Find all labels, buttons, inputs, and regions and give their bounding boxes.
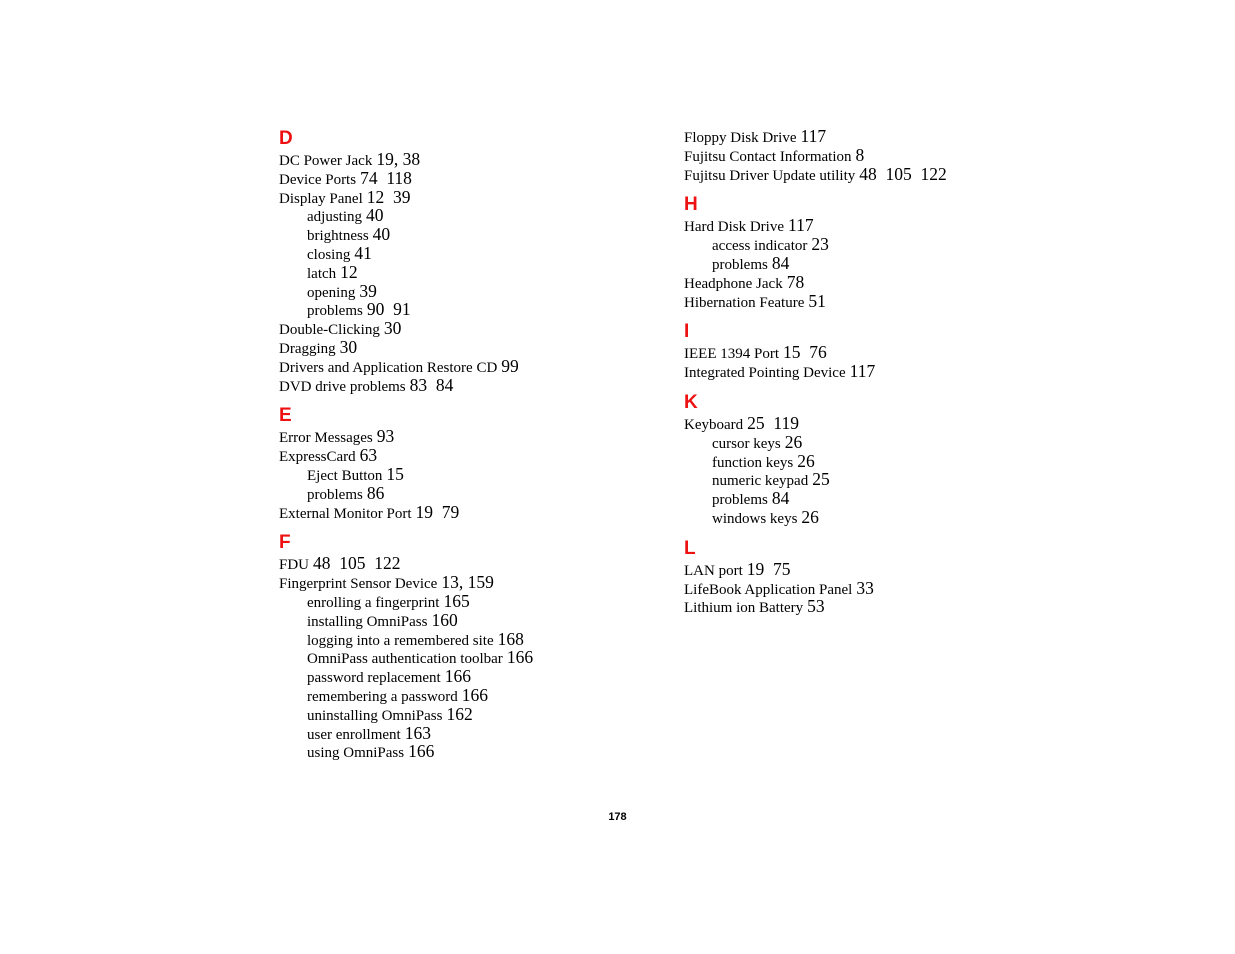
index-term: LifeBook Application Panel xyxy=(684,581,853,598)
page-reference[interactable]: 30 xyxy=(383,318,402,339)
index-subentry xyxy=(279,611,659,630)
index-term: uninstalling OmniPass xyxy=(307,707,443,724)
index-entry xyxy=(684,362,1104,381)
index-term: remembering a password xyxy=(307,688,458,705)
page-reference[interactable]: 78 xyxy=(786,271,805,292)
page-reference[interactable]: 30 xyxy=(339,336,358,357)
index-term: Device Ports xyxy=(279,171,357,188)
section-heading: D xyxy=(279,128,293,149)
page-reference[interactable]: 26 xyxy=(797,450,815,471)
index-subentry xyxy=(279,206,659,225)
page-reference[interactable]: 19, 38 xyxy=(376,149,421,169)
index-term: Fingerprint Sensor Device xyxy=(279,576,438,593)
index-entry xyxy=(279,554,659,573)
index-column-left xyxy=(279,127,659,761)
page-reference[interactable]: 15 76 xyxy=(783,342,827,363)
page-reference[interactable]: 63 xyxy=(359,445,378,466)
index-term: FDU xyxy=(279,557,310,574)
index-entry xyxy=(684,579,1104,598)
index-subentry xyxy=(684,235,1104,254)
index-term: latch xyxy=(307,265,337,282)
index-term: cursor keys xyxy=(712,435,781,452)
index-entry xyxy=(684,216,1104,235)
index-subentry xyxy=(279,592,659,611)
page-reference[interactable]: 162 xyxy=(446,703,473,724)
index-subentry xyxy=(279,705,659,724)
page-reference[interactable]: 53 xyxy=(807,596,825,617)
section-heading: F xyxy=(279,532,291,554)
index-term: Dragging xyxy=(279,340,336,357)
page-reference[interactable]: 166 xyxy=(408,741,435,762)
index-term: Double-Clicking xyxy=(279,322,380,339)
index-subentry xyxy=(279,724,659,743)
index-entry xyxy=(279,319,659,338)
index-term: DC Power Jack xyxy=(279,153,373,169)
index-entry xyxy=(684,292,1104,311)
index-subentry xyxy=(279,465,659,484)
page-reference[interactable]: 117 xyxy=(787,215,814,236)
index-subentry xyxy=(279,630,659,649)
page-reference[interactable]: 12 xyxy=(340,261,358,282)
index-term: ExpressCard xyxy=(279,449,356,466)
page-reference[interactable]: 25 119 xyxy=(747,412,800,433)
page-reference[interactable]: 26 xyxy=(801,506,819,527)
index-entry xyxy=(684,597,1104,616)
index-term: LAN port xyxy=(684,562,743,579)
page-reference[interactable]: 74 118 xyxy=(360,167,412,188)
section-heading: H xyxy=(684,194,698,216)
page-reference[interactable]: 117 xyxy=(849,361,876,382)
index-term: enrolling a fingerprint xyxy=(307,594,440,611)
index-term: Error Messages xyxy=(279,430,373,447)
index-term: closing xyxy=(307,246,351,263)
index-entry xyxy=(279,169,659,188)
index-term: using OmniPass xyxy=(307,745,405,762)
index-subentry xyxy=(279,484,659,503)
index-entry xyxy=(279,188,659,207)
index-term: access indicator xyxy=(712,238,808,255)
index-term: Lithium ion Battery xyxy=(684,600,804,617)
index-term: problems xyxy=(712,256,768,273)
page-reference[interactable]: 84 xyxy=(771,252,790,273)
index-term: External Monitor Port xyxy=(279,505,412,522)
index-entry xyxy=(279,573,659,592)
section-heading: L xyxy=(684,537,696,559)
page-reference[interactable]: 163 xyxy=(404,722,431,743)
index-term: Hibernation Feature xyxy=(684,294,805,311)
index-term: Fujitsu Driver Update utility xyxy=(684,167,856,184)
index-subentry xyxy=(279,648,659,667)
page-reference[interactable]: 166 xyxy=(506,647,534,668)
index-term: windows keys xyxy=(712,510,798,527)
index-term: Hard Disk Drive xyxy=(684,219,784,236)
page-reference[interactable]: 166 xyxy=(444,666,471,687)
index-subentry xyxy=(279,244,659,263)
page-reference[interactable]: 90 91 xyxy=(366,299,411,320)
index-entry xyxy=(684,146,1104,165)
index-subentry xyxy=(279,225,659,244)
page-reference[interactable]: 48 105 122 xyxy=(859,163,947,184)
page-reference[interactable]: 41 xyxy=(354,242,372,263)
index-entry xyxy=(684,127,1104,146)
index-subentry xyxy=(684,452,1104,471)
page-reference[interactable]: 19 79 xyxy=(415,501,460,522)
index-term: Drivers and Application Restore CD xyxy=(279,359,498,376)
index-subentry xyxy=(279,300,659,319)
index-subentry xyxy=(684,489,1104,508)
page-number: 178 xyxy=(608,811,627,823)
index-column-right xyxy=(684,127,1104,616)
page-reference[interactable]: 86 xyxy=(366,482,385,503)
page-reference[interactable]: 51 xyxy=(808,290,826,311)
section-heading: E xyxy=(279,405,292,427)
index-entry xyxy=(279,338,659,357)
index-term: OmniPass authentication toolbar xyxy=(307,651,503,668)
section-heading: I xyxy=(684,321,690,343)
page-reference[interactable]: 160 xyxy=(431,609,458,630)
page-reference[interactable]: 93 xyxy=(376,426,395,447)
page-reference[interactable]: 166 xyxy=(461,684,489,705)
index-term: Floppy Disk Drive xyxy=(684,130,797,146)
page-reference[interactable]: 168 xyxy=(497,628,524,649)
page-reference[interactable]: 83 84 xyxy=(409,374,454,395)
index-term: problems xyxy=(307,486,363,503)
index-subentry xyxy=(684,254,1104,273)
index-subentry xyxy=(684,433,1104,452)
index-term: Integrated Pointing Device xyxy=(684,365,846,382)
index-entry xyxy=(684,165,1104,184)
index-subentry xyxy=(279,282,659,301)
page-reference[interactable]: 19 75 xyxy=(746,558,791,579)
index-entry xyxy=(684,273,1104,292)
page-reference[interactable]: 40 xyxy=(372,224,391,245)
index-term: user enrollment xyxy=(307,726,401,743)
index-term: logging into a remembered site xyxy=(307,632,494,649)
page-reference[interactable]: 26 xyxy=(784,431,803,452)
page-reference[interactable]: 15 xyxy=(386,463,404,484)
page-reference[interactable]: 13, 159 xyxy=(441,572,494,593)
page-reference[interactable]: 48 105 122 xyxy=(313,553,401,574)
index-term: IEEE 1394 Port xyxy=(684,346,779,363)
index-subentry xyxy=(279,742,659,761)
index-entry xyxy=(684,560,1104,579)
page-reference[interactable]: 40 xyxy=(366,205,384,226)
index-term: Headphone Jack xyxy=(684,275,783,292)
index-term: function keys xyxy=(712,454,794,471)
page-reference[interactable]: 12 39 xyxy=(366,186,411,207)
page-reference[interactable]: 165 xyxy=(443,590,470,611)
page-reference[interactable]: 25 xyxy=(812,469,830,490)
index-term: brightness xyxy=(307,228,369,245)
index-entry xyxy=(684,414,1104,433)
index-term: problems xyxy=(307,303,363,320)
page-reference[interactable]: 33 xyxy=(856,577,874,598)
index-subentry xyxy=(684,508,1104,527)
index-term: Fujitsu Contact Information xyxy=(684,148,852,165)
page-reference[interactable]: 117 xyxy=(800,126,827,146)
index-term: problems xyxy=(712,492,768,509)
index-entry xyxy=(279,376,659,395)
index-term: opening xyxy=(307,284,356,301)
index-entry xyxy=(279,427,659,446)
index-entry xyxy=(279,150,659,169)
page-reference[interactable]: 23 xyxy=(811,234,829,255)
page-reference[interactable]: 99 xyxy=(501,355,519,376)
index-subentry xyxy=(279,667,659,686)
index-term: Eject Button xyxy=(307,467,383,484)
index-subentry xyxy=(684,470,1104,489)
index-subentry xyxy=(279,263,659,282)
index-entry xyxy=(684,343,1104,362)
index-term: DVD drive problems xyxy=(279,378,406,395)
section-heading: K xyxy=(684,391,698,413)
index-entry xyxy=(279,446,659,465)
index-term: adjusting xyxy=(307,209,362,226)
page-reference[interactable]: 84 xyxy=(771,488,790,509)
index-term: installing OmniPass xyxy=(307,613,428,630)
index-entry xyxy=(279,357,659,376)
index-term: Display Panel xyxy=(279,190,363,207)
index-entry xyxy=(279,503,659,522)
index-term: numeric keypad xyxy=(712,473,809,490)
page-reference[interactable]: 39 xyxy=(359,280,377,301)
index-subentry xyxy=(279,686,659,705)
index-term: Keyboard xyxy=(684,416,744,433)
index-term: password replacement xyxy=(307,670,441,687)
page-reference[interactable]: 8 xyxy=(855,144,865,165)
